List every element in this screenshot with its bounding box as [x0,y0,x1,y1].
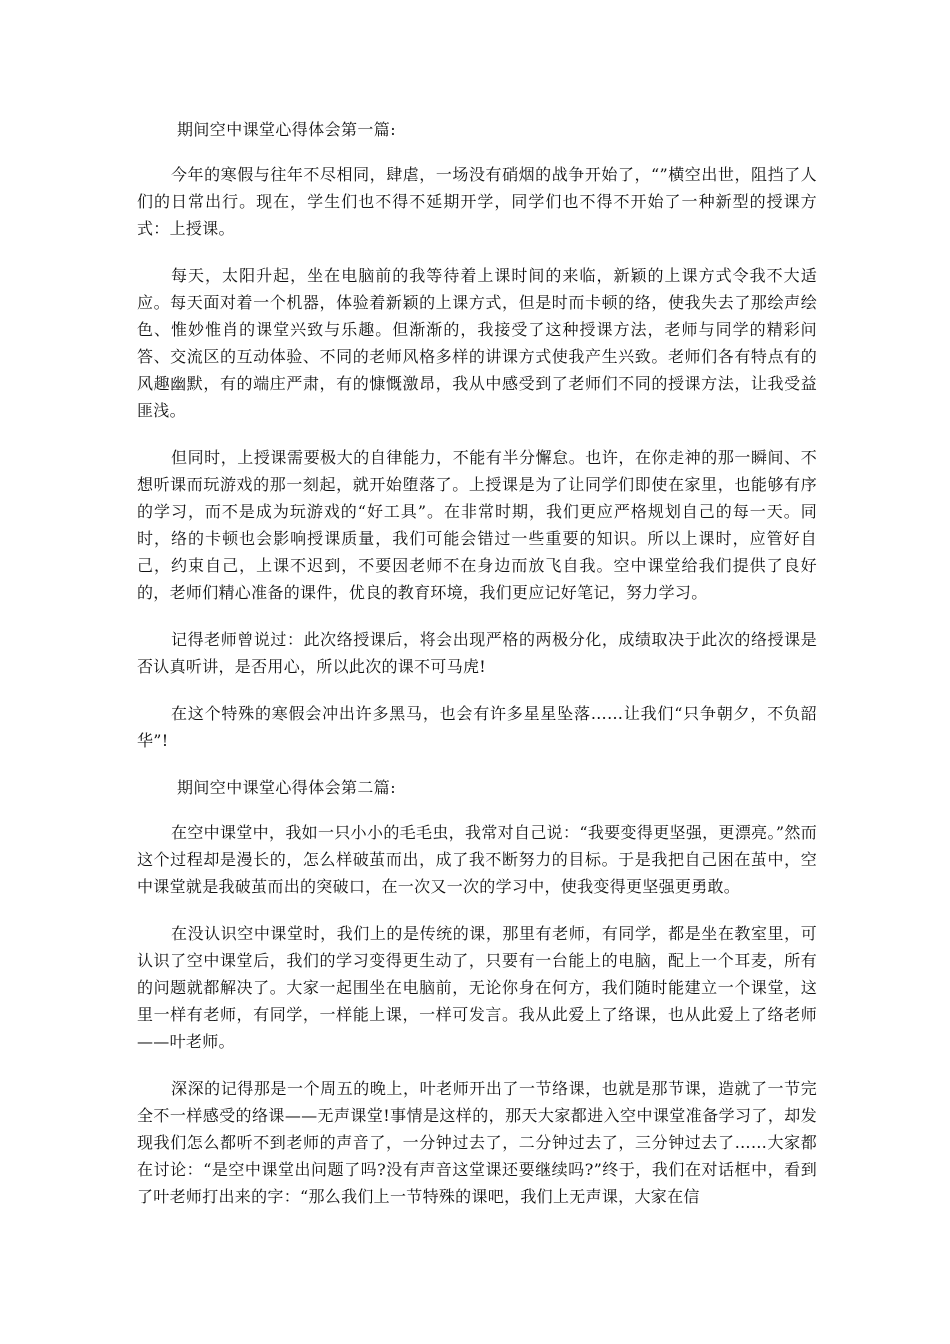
section-1-paragraph-3: 但同时，上授课需要极大的自律能力，不能有半分懈怠。也许，在你走神的那一瞬间、不想听课而玩游戏的那一刻起，就开始堕落了。上授课是为了让同学们即使在家里，也能够有序的学习，而不是成为玩游戏的“好工具”。在非常时期，我们更应严格规划自己的每一天。同时，络的卡顿也会影响授课质量，我们可能会错过一些重要的知识。所以上课时，应管好自己，约束自己，上课不迟到，不要因老师不在身边而放飞自我。空中课堂给我们提供了良好的，老师们精心准备的课件，优良的教育环境，我们更应记好笔记，努力学习。 [137,448,817,602]
section-1-heading: 期间空中课堂心得体会第一篇: [177,120,396,139]
section-1-paragraph-2: 每天，太阳升起，坐在电脑前的我等待着上课时间的来临，新颖的上课方式令我不大适应。每天面对着一个机器，体验着新颖的上课方式，但是时而卡顿的络，使我失去了那绘声绘色、惟妙惟肖的课堂兴致与乐趣。但渐渐的，我接受了这种授课方法，老师与同学的精彩问答、交流区的互动体验、不同的老师风格多样的讲课方式使我产生兴致。老师们各有特点有的风趣幽默，有的端庄严肃，有的慷慨激昂，我从中感受到了老师们不同的授课方法，让我受益匪浅。 [137,266,817,420]
section-1-paragraph-4: 记得老师曾说过：此次络授课后，将会出现严格的两极分化，成绩取决于此次的络授课是否认真听讲，是否用心，所以此次的课不可马虎! [137,630,817,676]
section-2-paragraph-1: 在空中课堂中，我如一只小小的毛毛虫，我常对自己说：“我要变得更坚强，更漂亮。”然而这个过程却是漫长的，怎么样破茧而出，成了我不断努力的目标。于是我把自己困在茧中，空中课堂就是我破茧而出的突破口，在一次又一次的学习中，使我变得更坚强更勇敢。 [137,823,817,896]
section-2-heading: 期间空中课堂心得体会第二篇: [177,778,396,797]
section-1-paragraph-5: 在这个特殊的寒假会冲出许多黑马，也会有许多星星坠落……让我们“只争朝夕，不负韶华”! [137,704,817,750]
section-2-paragraph-3: 深深的记得那是一个周五的晚上，叶老师开出了一节络课，也就是那节课，造就了一节完全不一样感受的络课——无声课堂!事情是这样的，那天大家都进入空中课堂准备学习了，却发现我们怎么都听不到老师的声音了，一分钟过去了，二分钟过去了，三分钟过去了……大家都在讨论：“是空中课堂出问题了吗?没有声音这堂课还要继续吗?”终于，我们在对话框中，看到了叶老师打出来的字：“那么我们上一节特殊的课吧，我们上无声课，大家在信 [137,1079,817,1206]
section-1-paragraph-1: 今年的寒假与往年不尽相同，肆虐，一场没有硝烟的战争开始了，“”横空出世，阻挡了人们的日常出行。现在，学生们也不得不延期开学，同学们也不得不开始了一种新型的授课方式：上授课。 [137,165,817,238]
article-body [137,116,817,1210]
section-2-paragraph-2: 在没认识空中课堂时，我们上的是传统的课，那里有老师，有同学，都是坐在教室里，可认识了空中课堂后，我们的学习变得更生动了，只要有一台能上的电脑，配上一个耳麦，所有的问题就都解决了。大家一起围坐在电脑前，无论你身在何方，我们随时能建立一个课堂，这里一样有老师，有同学，一样能上课，一样可发言。我从此爱上了络课，也从此爱上了络老师——叶老师。 [137,924,817,1051]
